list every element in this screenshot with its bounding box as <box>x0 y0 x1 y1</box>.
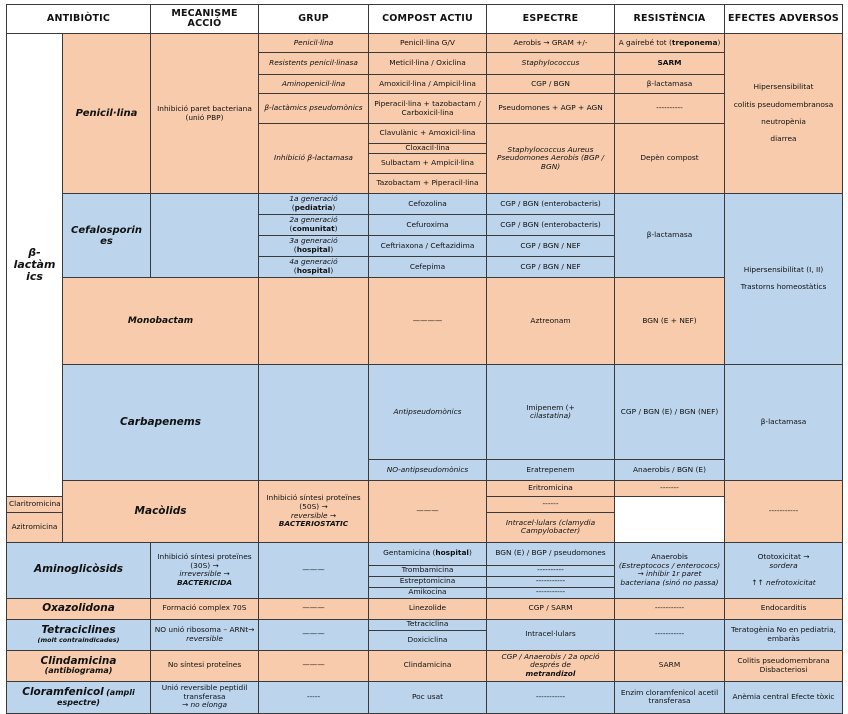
grup-cell: ———— <box>369 278 487 365</box>
efectes-cell: Anèmia central Efecte tòxic <box>725 681 843 713</box>
resistencia-cell <box>615 34 725 53</box>
gen-text: 2a generació <box>289 215 338 225</box>
grup-cell: Penicil·lina <box>259 34 369 53</box>
espectre-cell: CGP / BGN (enterobacteris) <box>487 215 615 236</box>
compost-cell <box>487 364 615 460</box>
mec-text: reversible → <box>290 510 337 520</box>
resistencia-cell: Enzim cloramfenicol acetil transferasa <box>615 681 725 713</box>
espectre-cell: ----------- <box>487 681 615 713</box>
espectre-cell: ------- <box>615 481 725 497</box>
esp-text: metrandizol <box>525 668 576 678</box>
compost-cell: Meticil·lina / Oxiclina <box>369 53 487 75</box>
res-text: (Estreptococs / enterococs) → inhibir 1r paret bacteriana (sinó no passa) <box>618 560 721 587</box>
mecanisme-cell <box>151 619 259 650</box>
compost-cell: Amikocina <box>369 587 487 598</box>
compost-cell: Trombamicina <box>369 565 487 576</box>
monobactam-label: Monobactam <box>63 278 259 365</box>
compost-text: Gentamicina ( <box>383 548 436 558</box>
mec-text: Inhibició síntesi proteïnes (50S) → <box>266 493 361 511</box>
mecanisme-cell <box>259 481 369 542</box>
header-efectes: EFECTES ADVERSOS <box>725 5 843 34</box>
resistencia-cell: β-lactamasa <box>615 194 725 278</box>
compost-cell: Cefozolina <box>369 194 487 215</box>
cefalosporines-efectes <box>725 194 843 365</box>
header-grup: GRUP <box>259 5 369 34</box>
espectre-cell: ------ <box>487 497 615 513</box>
res-text: A gairebé tot ( <box>618 37 672 47</box>
resistencia-cell: ----------- <box>615 619 725 650</box>
label-sub: (molt contraindicades) <box>37 636 120 645</box>
gen-who: pediatria <box>294 203 333 212</box>
espectre-cell: CGP / BGN <box>487 75 615 94</box>
compost-cell: Azitromicina <box>7 512 63 542</box>
efecte-item: diarrea <box>770 133 797 143</box>
resistencia-cell: SARM <box>615 650 725 681</box>
espectre-cell: CGP / BGN (enterobacteris) <box>487 194 615 215</box>
efectes-cell <box>725 542 843 598</box>
mec-text: irreversible → <box>179 569 230 579</box>
grup-cell: Antipseudomònics <box>369 364 487 460</box>
res-text: Anaerobis <box>651 551 688 561</box>
mecanisme-cell <box>151 681 259 713</box>
carbapenems-label: Carbapenems <box>63 364 259 481</box>
table-row <box>7 481 843 497</box>
espectre-cell: Intracel·lulars (clamydia Campylobacter) <box>487 512 615 542</box>
compost-cell: Linezolide <box>369 598 487 619</box>
espectre-cell: CGP / BGN / NEF <box>487 236 615 257</box>
grup-cell: NO-antipseudomònics <box>369 460 487 481</box>
label-text: Cloramfenicol <box>22 686 104 699</box>
grup-cell: ——— <box>259 542 369 598</box>
compost-cell: Tetraciclina <box>369 619 487 630</box>
compost-cell: Doxiciclina <box>369 630 487 650</box>
header-resistencia: RESISTÈNCIA <box>615 5 725 34</box>
header-row <box>7 5 843 34</box>
efecte-item: colitis pseudomembranosa <box>733 99 834 109</box>
compost-text: cilastatina) <box>529 411 572 421</box>
gen-text: 3a generació <box>289 236 338 246</box>
compost-cell: Cefepima <box>369 257 487 278</box>
compost-cell: Cloxacil·lina <box>369 144 487 154</box>
compost-cell: Amoxicil·lina / Ampicil·lina <box>369 75 487 94</box>
espectre-cell: Pseudomones + AGP + AGN <box>487 94 615 124</box>
mec-text: NO unió ribosoma – ARNt→ <box>154 625 255 635</box>
espectre-cell: CGP / SARM <box>487 598 615 619</box>
compost-cell: Penicil·lina G/V <box>369 34 487 53</box>
compost-cell: Tazobactam + Piperacil·lina <box>369 174 487 194</box>
penicilina-efectes <box>725 34 843 194</box>
header-espectre: ESPECTRE <box>487 5 615 34</box>
mecanisme-cell <box>151 194 259 278</box>
mec-text: → no elonga <box>181 700 228 710</box>
espectre-cell: ---------- <box>487 565 615 576</box>
espectre-cell: ----------- <box>487 587 615 598</box>
label-sub: (antibiograma) <box>44 666 113 676</box>
compost-cell: Eritromicina <box>487 481 615 497</box>
header-mecanisme: MECANISME ACCIÓ <box>151 5 259 34</box>
header-antibiotic: ANTIBIÒTIC <box>7 5 151 34</box>
compost-text: Imipenem (+ <box>526 402 575 412</box>
efecte-item: Hipersensibilitat (I, II) <box>743 265 824 275</box>
mec-text: Unió reversible peptidil transferasa <box>161 683 248 701</box>
grup-cell: ——— <box>369 481 487 542</box>
grup-cell: Resistents penicil·linasa <box>259 53 369 75</box>
mec-text: Inhibició síntesi proteïnes (30S) → <box>157 551 252 570</box>
mecanisme-cell: Formació complex 70S <box>151 598 259 619</box>
ef-text: sordera <box>769 560 798 570</box>
label-text: Clindamicina <box>40 654 117 667</box>
res-text: ) <box>717 37 721 47</box>
efecte-item: neutropènia <box>761 116 806 126</box>
compost-cell: Claritromicina <box>7 497 63 513</box>
resistencia-cell: β-lactamasa <box>615 75 725 94</box>
compost-cell: Sulbactam + Ampicil·lina <box>369 154 487 174</box>
mecanisme-cell <box>151 542 259 598</box>
mec-text: reversible <box>186 633 223 643</box>
compost-cell <box>369 542 487 565</box>
tetraciclines-label <box>7 619 151 650</box>
compost-cell: Clindamicina <box>369 650 487 681</box>
grup-cell: 3a generació (hospital) <box>259 236 369 257</box>
grup-cell: ——— <box>259 650 369 681</box>
efectes-cell: Endocarditis <box>725 598 843 619</box>
ef-text: ↑↑ nefrotoxicitat <box>751 577 816 587</box>
macolids-label: Macòlids <box>63 481 259 542</box>
resistencia-cell: β-lactamasa <box>725 364 843 481</box>
table-row <box>7 681 843 713</box>
compost-bold: hospital <box>435 548 469 558</box>
mec-text: BACTERICIDA <box>176 577 233 587</box>
aminoglicosids-label: Aminoglicòsids <box>7 542 151 598</box>
resistencia-cell: SARM <box>615 53 725 75</box>
espectre-cell: CGP / BGN (E) / BGN (NEF) <box>615 364 725 460</box>
compost-cell: Poc usat <box>369 681 487 713</box>
table-row <box>7 364 843 460</box>
espectre-cell: BGN (E) / BGP / pseudomones <box>487 542 615 565</box>
label-sub: (ampli espectre) <box>57 688 135 707</box>
label-text: Tetraciclines <box>41 623 116 636</box>
grup-cell: ----- <box>259 681 369 713</box>
mecanisme-cell <box>259 278 369 365</box>
cloramfenicol-label <box>7 681 151 713</box>
espectre-cell <box>487 650 615 681</box>
efecte-item: Hipersensibilitat <box>753 82 814 92</box>
grup-cell: Aminopenicil·lina <box>259 75 369 94</box>
compost-cell: Cefuroxima <box>369 215 487 236</box>
oxazolidona-label: Oxazolidona <box>7 598 151 619</box>
espectre-cell: Staphylococcus Aureus Pseudomones Aerobis (BGP / BGN) <box>487 124 615 194</box>
espectre-cell: Staphylococcus <box>487 53 615 75</box>
compost-cell: Estreptomicina <box>369 576 487 587</box>
grup-cell: 4a generació (hospital) <box>259 257 369 278</box>
efectes-cell: Colitis pseudomembrana Disbacteriosi <box>725 650 843 681</box>
efecte-item: Trastorns homeostàtics <box>740 282 827 292</box>
mec-text: BACTERIOSTATIC <box>278 519 349 529</box>
res-bold: treponema <box>671 37 718 47</box>
cefalosporines-label: Cefalosporin es <box>63 194 151 278</box>
espectre-cell: Anaerobis / BGN (E) <box>615 460 725 481</box>
mecanisme-cell <box>259 364 369 481</box>
compost-cell: Aztreonam <box>487 278 615 365</box>
mecanisme-cell: No síntesi proteïnes <box>151 650 259 681</box>
clindamicina-label <box>7 650 151 681</box>
gen-text: 1a generació <box>289 194 338 204</box>
antibiotics-table <box>6 4 843 714</box>
espectre-cell: BGN (E + NEF) <box>615 278 725 365</box>
grup-cell: 1a generació (pediatria) <box>259 194 369 215</box>
resistencia-cell: ----------- <box>615 598 725 619</box>
table-row <box>7 194 843 215</box>
espectre-cell: Intracel·lulars <box>487 619 615 650</box>
grup-cell: ——— <box>259 619 369 650</box>
espectre-cell: CGP / BGN / NEF <box>487 257 615 278</box>
compost-cell: Eratrepenem <box>487 460 615 481</box>
gen-who: comunitat <box>292 224 335 233</box>
ef-text: Ototoxicitat → <box>757 551 810 561</box>
table-row <box>7 598 843 619</box>
resistencia-cell: ---------- <box>615 94 725 124</box>
compost-cell: Piperacil·lina + tazobactam / Carboxicil·lina <box>369 94 487 124</box>
penicilina-mecanisme: Inhibició paret bacteriana (unió PBP) <box>151 34 259 194</box>
gen-who: hospital <box>296 266 331 275</box>
table-row <box>7 34 843 53</box>
grup-cell: β-lactàmics pseudomònics <box>259 94 369 124</box>
table-row <box>7 542 843 565</box>
table-row <box>7 619 843 630</box>
table-row <box>7 278 843 365</box>
resistencia-cell: Depèn compost <box>615 124 725 194</box>
gen-text: 4a generació <box>289 257 338 267</box>
efectes-cell: Teratogènia No en pediatria, embaràs <box>725 619 843 650</box>
resistencia-cell: ----------- <box>725 481 843 542</box>
compost-cell: Ceftriaxona / Ceftazidima <box>369 236 487 257</box>
table-row <box>7 650 843 681</box>
blactam-label: β-lactàm ics <box>7 34 63 497</box>
grup-cell: Inhibició β-lactamasa <box>259 124 369 194</box>
espectre-cell: ----------- <box>487 576 615 587</box>
grup-cell: ——— <box>259 598 369 619</box>
grup-cell: 2a generació (comunitat) <box>259 215 369 236</box>
compost-cell: Clavulànic + Amoxicil·lina <box>369 124 487 144</box>
espectre-cell: Aerobis → GRAM +/- <box>487 34 615 53</box>
gen-who: hospital <box>296 245 331 254</box>
resistencia-cell <box>615 542 725 598</box>
compost-text: ) <box>468 548 472 558</box>
penicilina-label: Penicil·lina <box>63 34 151 194</box>
esp-text: CGP / Anaerobis / 2a opció després de <box>501 651 600 670</box>
header-compost: COMPOST ACTIU <box>369 5 487 34</box>
